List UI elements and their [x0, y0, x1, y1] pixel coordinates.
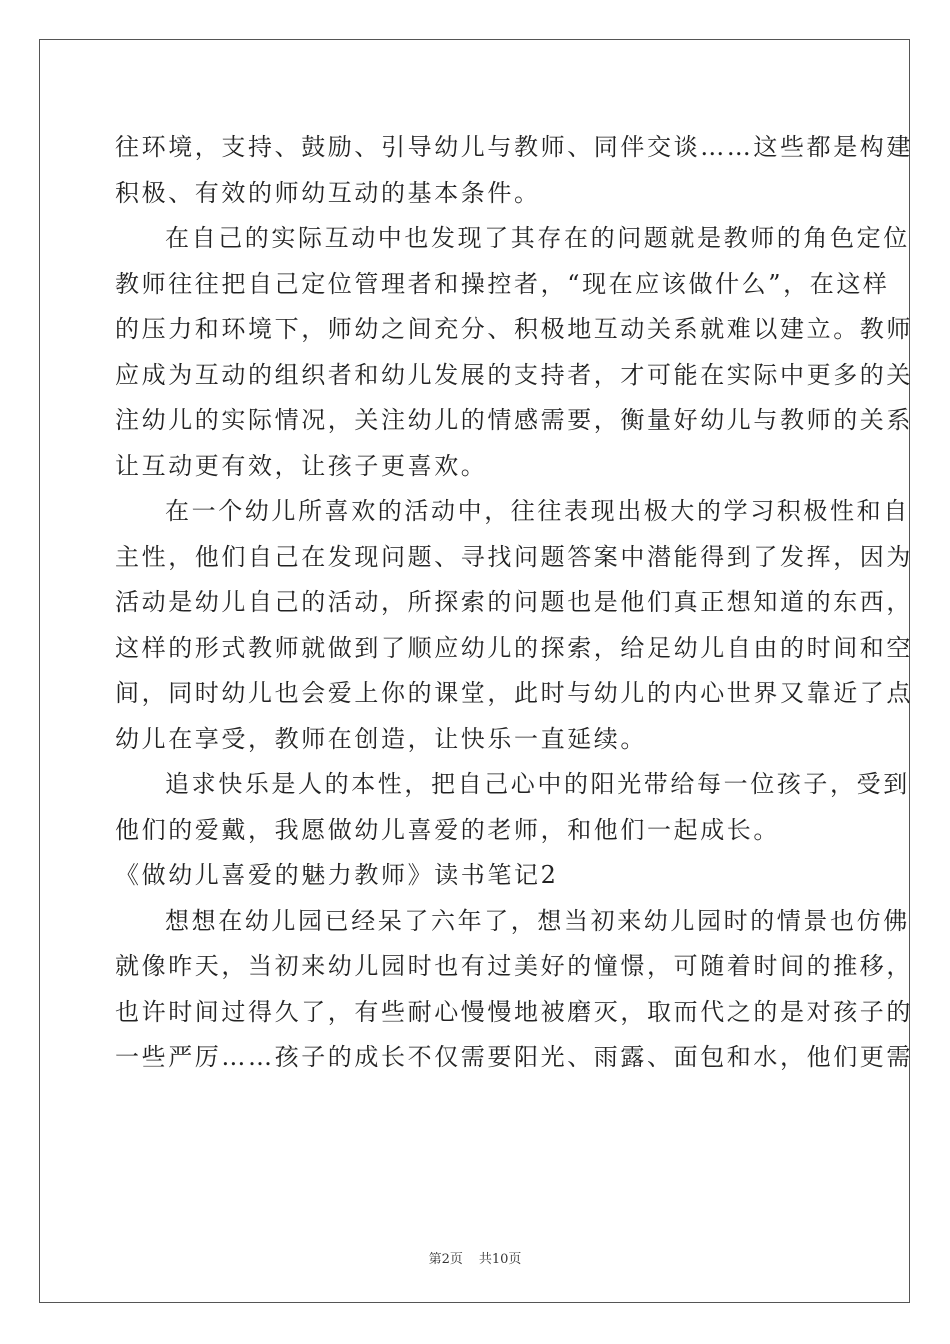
- text-line: 注幼儿的实际情况，关注幼儿的情感需要，衡量好幼儿与教师的关系: [115, 406, 913, 434]
- text-line: 也许时间过得久了，有些耐心慢慢地被磨灭，取而代之的是对孩子的: [115, 997, 913, 1026]
- page-total: 共10页: [478, 1252, 522, 1267]
- text-line: 就像昨天，当初来幼儿园时也有过美好的憧憬，可随着时间的推移，: [115, 952, 913, 980]
- text-line: 应成为互动的组织者和幼儿发展的支持者，才可能在实际中更多的关: [115, 360, 913, 389]
- page-footer: [0, 1248, 950, 1267]
- text-line: 这样的形式教师就做到了顺应幼儿的探索，给足幼儿自由的时间和空: [115, 633, 913, 662]
- text-line: 的压力和环境下，师幼之间充分、积极地互动关系就难以建立。教师: [115, 315, 913, 343]
- text-line: 追求快乐是人的本性，把自己心中的阳光带给每一位孩子，受到: [165, 770, 910, 798]
- text-line: 往环境，支持、鼓励、引导幼儿与教师、同伴交谈……这些都是构建: [115, 133, 913, 161]
- text-line: 积极、有效的师幼互动的基本条件。: [115, 178, 541, 207]
- text-line: 活动是幼儿自己的活动，所探索的问题也是他们真正想知道的东西，: [115, 588, 913, 616]
- text-line: 幼儿在享受，教师在创造，让快乐一直延续。: [115, 724, 647, 753]
- text-line: 他们的爱戴，我愿做幼儿喜爱的老师，和他们一起成长。: [115, 815, 780, 844]
- text-line: 想想在幼儿园已经呆了六年了，想当初来幼儿园时的情景也仿佛: [165, 906, 910, 935]
- text-line: 教师往往把自己定位管理者和操控者，“现在应该做什么”，在这样: [115, 269, 890, 298]
- text-line: 让互动更有效，让孩子更喜欢。: [115, 451, 488, 480]
- text-line: 在一个幼儿所喜欢的活动中，往往表现出极大的学习积极性和自: [165, 497, 910, 525]
- document-body: [115, 125, 913, 1081]
- text-line: 主性，他们自己在发现问题、寻找问题答案中潜能得到了发挥，因为: [115, 542, 913, 571]
- section-heading: 《做幼儿喜爱的魅力教师》读书笔记2: [115, 861, 559, 889]
- text-line: 一些严厉……孩子的成长不仅需要阳光、雨露、面包和水，他们更需: [115, 1043, 913, 1071]
- text-line: 间，同时幼儿也会爱上你的课堂，此时与幼儿的内心世界又靠近了点: [115, 679, 913, 707]
- text-line: 在自己的实际互动中也发现了其存在的问题就是教师的角色定位: [165, 224, 910, 252]
- page-number: 第2页: [428, 1252, 463, 1267]
